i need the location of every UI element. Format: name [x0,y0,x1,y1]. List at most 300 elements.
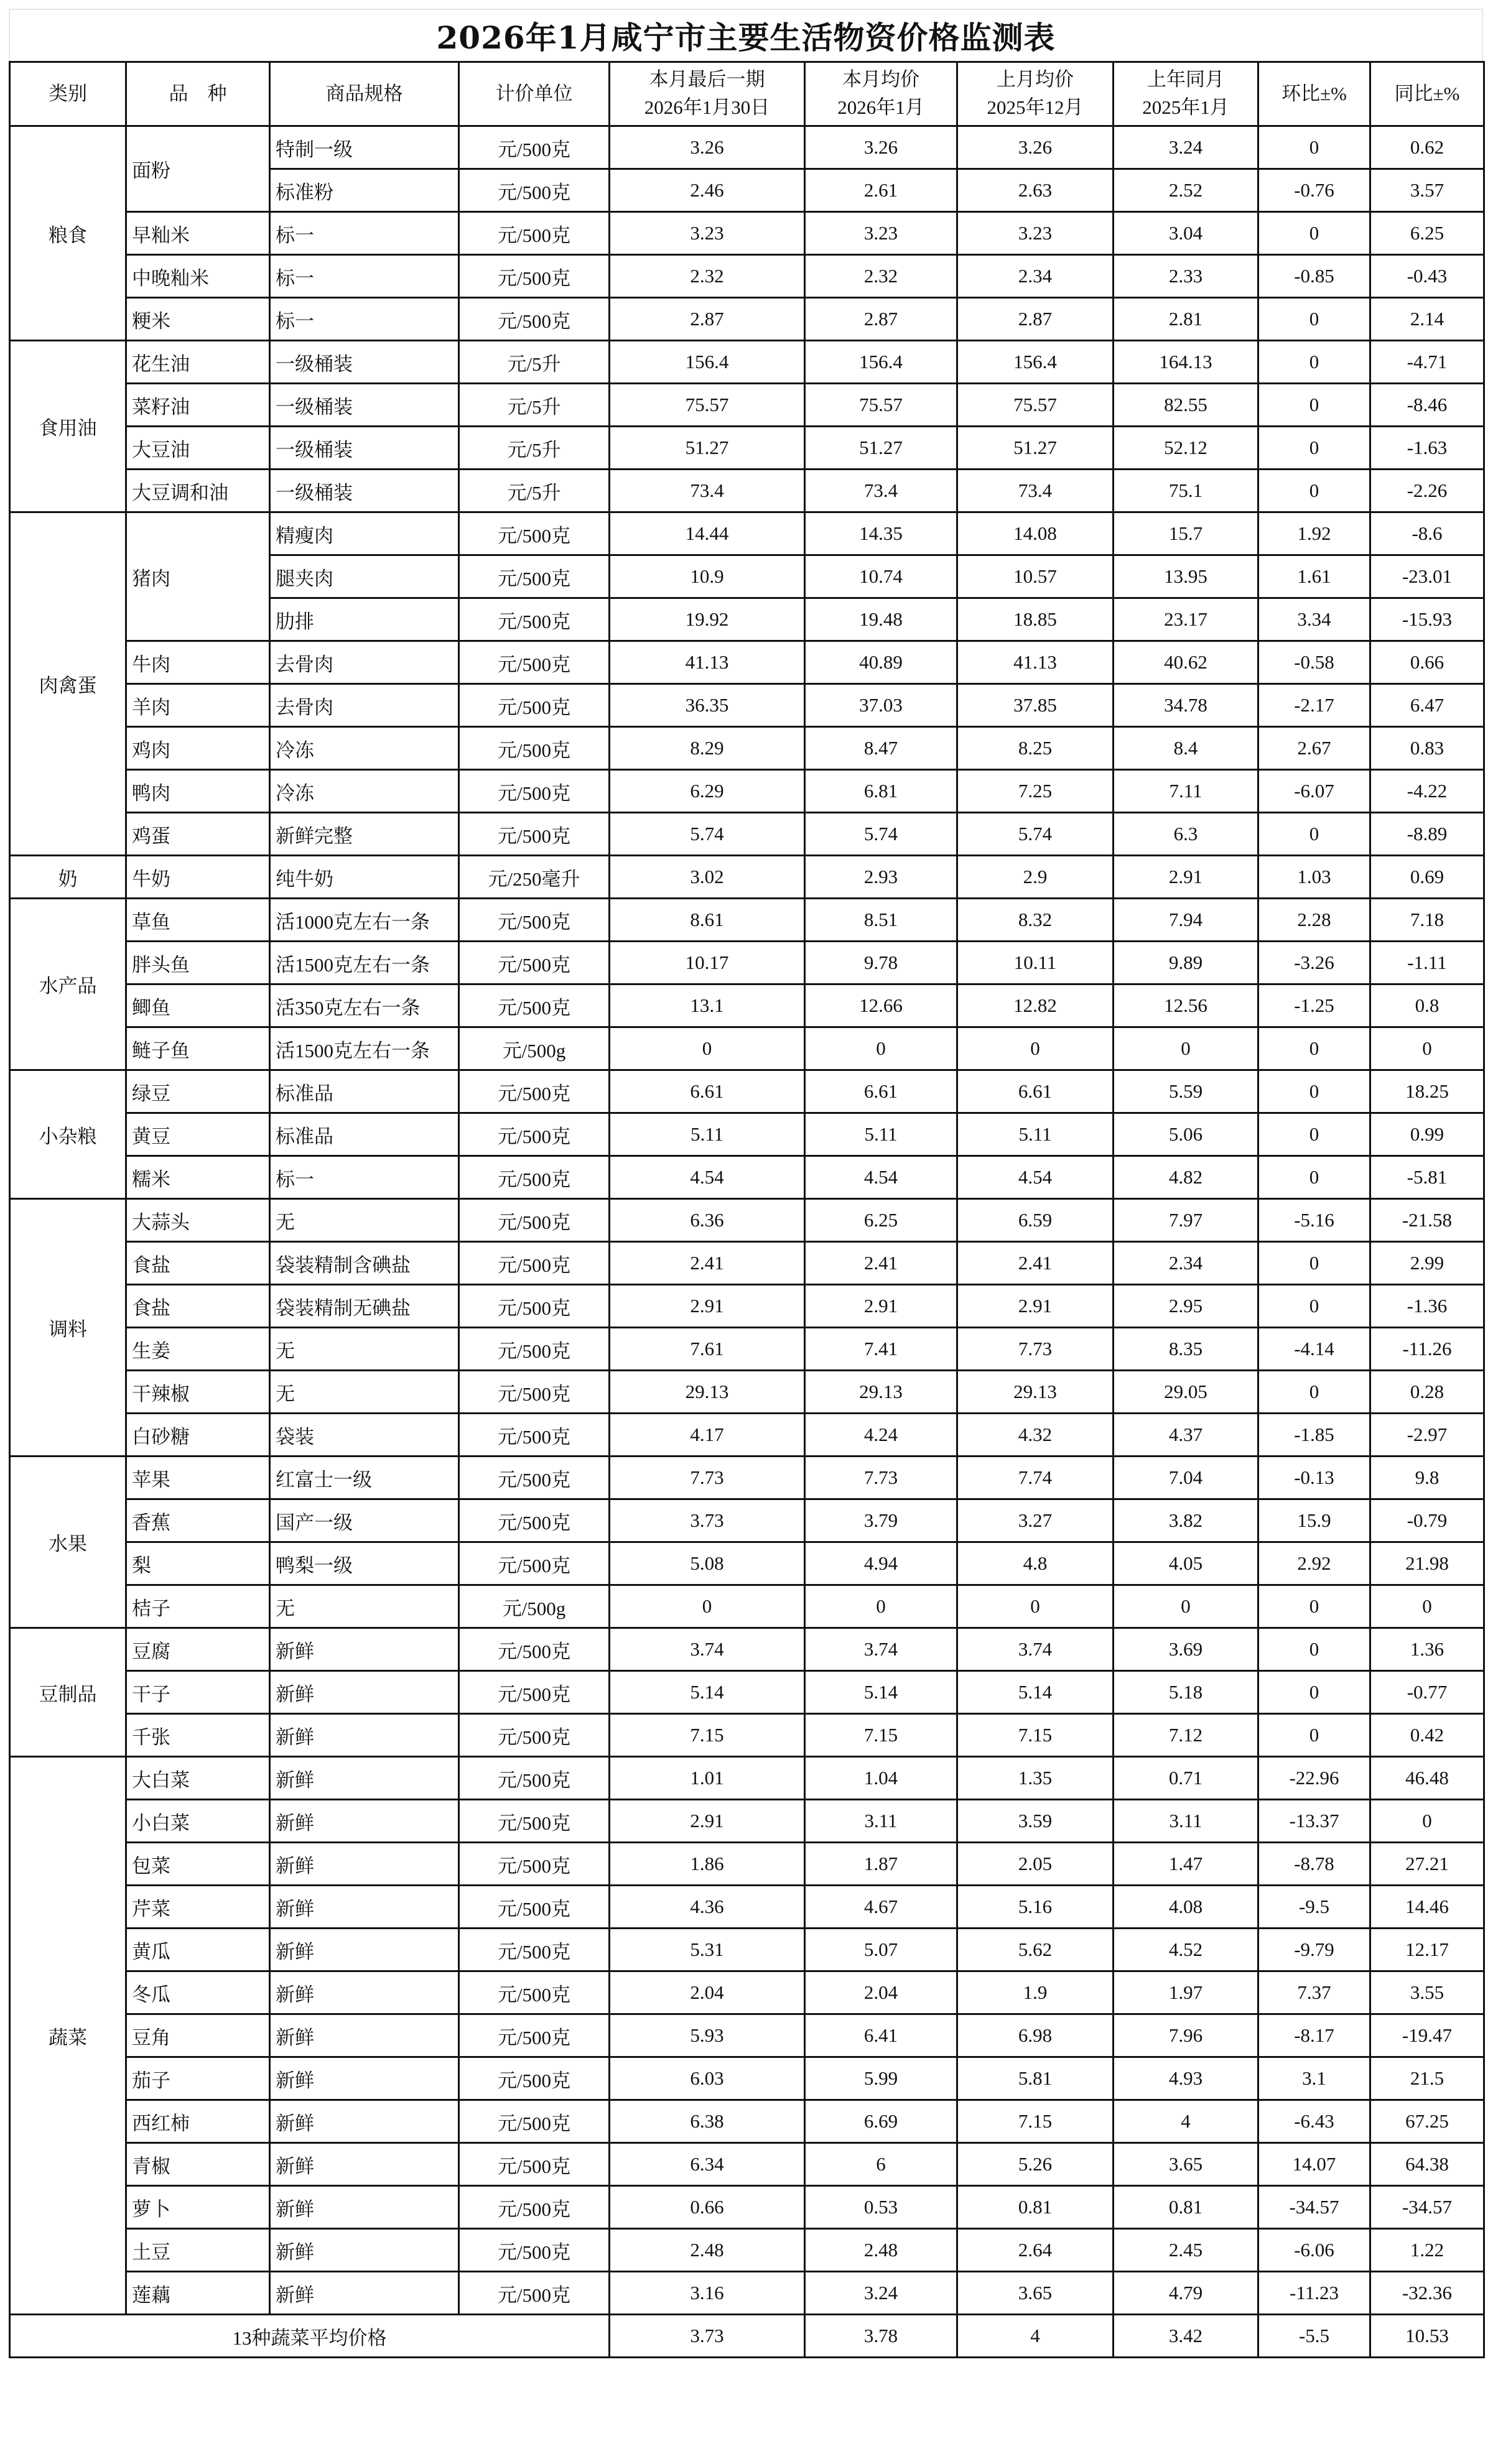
mom-change: -6.07 [1258,770,1370,813]
unit-cell: 元/500克 [459,2014,610,2057]
mom-change: 15.9 [1258,1499,1370,1542]
table-body [10,126,1484,2358]
category-cell: 蔬菜 [10,1757,126,2315]
month-avg-price: 7.15 [805,1714,957,1757]
unit-cell: 元/500克 [459,1886,610,1929]
variety-cell: 生姜 [126,1328,270,1371]
spec-cell: 标一 [270,298,459,341]
spec-cell: 一级桶装 [270,470,459,512]
month-avg-price: 37.03 [805,684,957,727]
last-year-price: 0 [1114,1027,1258,1070]
variety-cell: 包菜 [126,1843,270,1886]
table-row [10,899,1484,942]
summary-last-year-price: 3.42 [1114,2315,1258,2358]
unit-cell: 元/500克 [459,1542,610,1585]
unit-cell: 元/500克 [459,1971,610,2014]
month-avg-price: 6.81 [805,770,957,813]
header-yoy: 同比±% [1370,62,1484,126]
month-avg-price: 14.35 [805,512,957,555]
last-year-price: 6.3 [1114,813,1258,856]
category-cell: 奶 [10,856,126,899]
unit-cell: 元/500克 [459,1371,610,1414]
table-row [10,1199,1484,1242]
unit-cell: 元/500克 [459,1199,610,1242]
variety-cell: 桔子 [126,1585,270,1628]
unit-cell: 元/500克 [459,126,610,169]
unit-cell: 元/500克 [459,984,610,1027]
table-row [10,298,1484,341]
variety-cell: 鲫鱼 [126,984,270,1027]
mom-change: -4.14 [1258,1328,1370,1371]
header-unit: 计价单位 [459,62,610,126]
yoy-change: 0 [1370,1027,1484,1070]
variety-cell: 土豆 [126,2229,270,2272]
prev-month-avg-price: 2.41 [957,1242,1114,1285]
last-period-price: 19.92 [610,598,805,641]
last-period-price: 5.93 [610,2014,805,2057]
yoy-change: -8.46 [1370,384,1484,427]
variety-cell: 牛奶 [126,856,270,899]
prev-month-avg-price: 0.81 [957,2186,1114,2229]
last-period-price: 2.41 [610,1242,805,1285]
yoy-change: -0.77 [1370,1671,1484,1714]
last-year-price: 7.04 [1114,1457,1258,1499]
table-row [10,813,1484,856]
prev-month-avg-price: 3.27 [957,1499,1114,1542]
table-row [10,1628,1484,1671]
month-avg-price: 3.23 [805,212,957,255]
month-avg-price: 4.54 [805,1156,957,1199]
unit-cell: 元/500克 [459,169,610,212]
spec-cell: 新鲜 [270,2186,459,2229]
table-row [10,770,1484,813]
spec-cell: 标准粉 [270,169,459,212]
variety-cell: 萝卜 [126,2186,270,2229]
last-year-price: 1.97 [1114,1971,1258,2014]
last-year-price: 7.96 [1114,2014,1258,2057]
yoy-change: 1.36 [1370,1628,1484,1671]
variety-cell: 茄子 [126,2057,270,2100]
variety-cell: 鸡蛋 [126,813,270,856]
yoy-change: -1.11 [1370,942,1484,984]
last-year-price: 4 [1114,2100,1258,2143]
yoy-change: -11.26 [1370,1328,1484,1371]
mom-change: 0 [1258,1285,1370,1328]
spec-cell: 活1500克左右一条 [270,942,459,984]
last-period-price: 5.11 [610,1113,805,1156]
table-row [10,1414,1484,1457]
unit-cell: 元/500克 [459,2057,610,2100]
month-avg-price: 40.89 [805,641,957,684]
unit-cell: 元/500克 [459,1457,610,1499]
variety-cell: 鸡肉 [126,727,270,770]
last-year-price: 3.65 [1114,2143,1258,2186]
yoy-change: 0.66 [1370,641,1484,684]
month-avg-price: 8.51 [805,899,957,942]
month-avg-price: 10.74 [805,555,957,598]
last-year-price: 4.52 [1114,1929,1258,1971]
mom-change: 0 [1258,470,1370,512]
yoy-change: 12.17 [1370,1929,1484,1971]
mom-change: -22.96 [1258,1757,1370,1800]
mom-change: 0 [1258,1242,1370,1285]
prev-month-avg-price: 5.14 [957,1671,1114,1714]
last-period-price: 3.23 [610,212,805,255]
last-period-price: 4.54 [610,1156,805,1199]
unit-cell: 元/500克 [459,1113,610,1156]
spec-cell: 新鲜 [270,2143,459,2186]
spec-cell: 标准品 [270,1113,459,1156]
spec-cell: 新鲜 [270,2100,459,2143]
month-avg-price: 5.14 [805,1671,957,1714]
table-row [10,684,1484,727]
variety-cell: 早籼米 [126,212,270,255]
prev-month-avg-price: 2.05 [957,1843,1114,1886]
yoy-change: 21.5 [1370,2057,1484,2100]
yoy-change: 0 [1370,1585,1484,1628]
variety-cell: 冬瓜 [126,1971,270,2014]
variety-cell: 猪肉 [126,512,270,641]
variety-cell: 香蕉 [126,1499,270,1542]
unit-cell: 元/500克 [459,1800,610,1843]
last-period-price: 36.35 [610,684,805,727]
unit-cell: 元/500克 [459,255,610,298]
variety-cell: 白砂糖 [126,1414,270,1457]
prev-month-avg-price: 2.63 [957,169,1114,212]
category-cell: 豆制品 [10,1628,126,1757]
month-avg-price: 12.66 [805,984,957,1027]
prev-month-avg-price: 10.11 [957,942,1114,984]
spec-cell: 新鲜 [270,1929,459,1971]
mom-change: 0 [1258,1585,1370,1628]
last-year-price: 7.94 [1114,899,1258,942]
unit-cell: 元/500克 [459,1242,610,1285]
summary-row [10,2315,1484,2358]
last-year-price: 0.81 [1114,2186,1258,2229]
yoy-change: -2.97 [1370,1414,1484,1457]
last-year-price: 2.34 [1114,1242,1258,1285]
category-cell: 肉禽蛋 [10,512,126,856]
table-row [10,1328,1484,1371]
header-last-period: 本月最后一期 2026年1月30日 [610,62,805,126]
variety-cell: 小白菜 [126,1800,270,1843]
category-cell: 水产品 [10,899,126,1070]
mom-change: 0 [1258,813,1370,856]
table-row [10,2143,1484,2186]
yoy-change: 1.22 [1370,2229,1484,2272]
yoy-change: -8.89 [1370,813,1484,856]
month-avg-price: 2.61 [805,169,957,212]
yoy-change: 0.42 [1370,1714,1484,1757]
variety-cell: 糯米 [126,1156,270,1199]
mom-change: 7.37 [1258,1971,1370,2014]
last-period-price: 0.66 [610,2186,805,2229]
last-period-price: 41.13 [610,641,805,684]
mom-change: -0.85 [1258,255,1370,298]
mom-change: -8.78 [1258,1843,1370,1886]
yoy-change: -32.36 [1370,2272,1484,2315]
yoy-change: 3.55 [1370,1971,1484,2014]
unit-cell: 元/500克 [459,641,610,684]
mom-change: 1.61 [1258,555,1370,598]
yoy-change: -8.6 [1370,512,1484,555]
spec-cell: 新鲜 [270,1843,459,1886]
prev-month-avg-price: 75.57 [957,384,1114,427]
spec-cell: 活350克左右一条 [270,984,459,1027]
month-avg-price: 3.26 [805,126,957,169]
yoy-change: 0.62 [1370,126,1484,169]
unit-cell: 元/500克 [459,2143,610,2186]
yoy-change: 0.28 [1370,1371,1484,1414]
mom-change: -5.16 [1258,1199,1370,1242]
table-row [10,2186,1484,2229]
unit-cell: 元/500克 [459,298,610,341]
mom-change: -6.43 [1258,2100,1370,2143]
prev-month-avg-price: 7.25 [957,770,1114,813]
last-year-price: 3.24 [1114,126,1258,169]
last-year-price: 7.97 [1114,1199,1258,1242]
variety-cell: 中晚籼米 [126,255,270,298]
last-year-price: 2.52 [1114,169,1258,212]
spec-cell: 活1500克左右一条 [270,1027,459,1070]
last-period-price: 13.1 [610,984,805,1027]
variety-cell: 干子 [126,1671,270,1714]
spec-cell: 标一 [270,255,459,298]
variety-cell: 黄豆 [126,1113,270,1156]
unit-cell: 元/500克 [459,899,610,942]
unit-cell: 元/500克 [459,2272,610,2315]
variety-cell: 鸭肉 [126,770,270,813]
price-table [9,61,1485,2358]
prev-month-avg-price: 5.16 [957,1886,1114,1929]
price-monitoring-sheet [9,9,1483,2358]
variety-cell: 大蒜头 [126,1199,270,1242]
last-period-price: 5.74 [610,813,805,856]
table-row [10,1457,1484,1499]
last-year-price: 7.11 [1114,770,1258,813]
mom-change: 2.67 [1258,727,1370,770]
table-row [10,1027,1484,1070]
last-year-price: 2.91 [1114,856,1258,899]
spec-cell: 无 [270,1371,459,1414]
spec-cell: 新鲜 [270,1757,459,1800]
prev-month-avg-price: 8.32 [957,899,1114,942]
last-period-price: 10.17 [610,942,805,984]
mom-change: 0 [1258,1371,1370,1414]
table-row [10,1371,1484,1414]
yoy-change: 18.25 [1370,1070,1484,1113]
prev-month-avg-price: 156.4 [957,341,1114,384]
table-row [10,1929,1484,1971]
last-period-price: 3.73 [610,1499,805,1542]
table-row [10,1671,1484,1714]
table-row [10,1886,1484,1929]
month-avg-price: 2.93 [805,856,957,899]
unit-cell: 元/500克 [459,2229,610,2272]
mom-change: 0 [1258,341,1370,384]
last-period-price: 2.87 [610,298,805,341]
mom-change: 0 [1258,1113,1370,1156]
yoy-change: 6.25 [1370,212,1484,255]
last-period-price: 7.73 [610,1457,805,1499]
variety-cell: 苹果 [126,1457,270,1499]
yoy-change: 27.21 [1370,1843,1484,1886]
table-row [10,1499,1484,1542]
prev-month-avg-price: 5.62 [957,1929,1114,1971]
last-period-price: 6.36 [610,1199,805,1242]
spec-cell: 无 [270,1199,459,1242]
variety-cell: 鲢子鱼 [126,1027,270,1070]
mom-change: 3.1 [1258,2057,1370,2100]
month-avg-price: 9.78 [805,942,957,984]
table-row [10,1714,1484,1757]
last-period-price: 4.17 [610,1414,805,1457]
table-row [10,2272,1484,2315]
mom-change: 0 [1258,1027,1370,1070]
unit-cell: 元/500克 [459,727,610,770]
spec-cell: 活1000克左右一条 [270,899,459,942]
summary-label: 13种蔬菜平均价格 [10,2315,610,2358]
last-year-price: 4.08 [1114,1886,1258,1929]
prev-month-avg-price: 37.85 [957,684,1114,727]
variety-cell: 干辣椒 [126,1371,270,1414]
variety-cell: 芹菜 [126,1886,270,1929]
spec-cell: 无 [270,1585,459,1628]
last-period-price: 6.34 [610,2143,805,2186]
month-avg-price: 1.87 [805,1843,957,1886]
last-year-price: 0.71 [1114,1757,1258,1800]
unit-cell: 元/500克 [459,1070,610,1113]
last-period-price: 6.03 [610,2057,805,2100]
spec-cell: 标一 [270,1156,459,1199]
last-period-price: 3.26 [610,126,805,169]
prev-month-avg-price: 1.35 [957,1757,1114,1800]
last-period-price: 5.08 [610,1542,805,1585]
prev-month-avg-price: 3.26 [957,126,1114,169]
summary-month-avg-price: 3.78 [805,2315,957,2358]
yoy-change: 14.46 [1370,1886,1484,1929]
unit-cell: 元/500g [459,1027,610,1070]
last-year-price: 4.93 [1114,2057,1258,2100]
unit-cell: 元/500克 [459,1714,610,1757]
table-row [10,2014,1484,2057]
table-row [10,470,1484,512]
spec-cell: 新鲜 [270,1800,459,1843]
header-month-avg: 本月均价 2026年1月 [805,62,957,126]
last-year-price: 4.82 [1114,1156,1258,1199]
table-row [10,2100,1484,2143]
variety-cell: 黄瓜 [126,1929,270,1971]
unit-cell: 元/500克 [459,512,610,555]
prev-month-avg-price: 5.81 [957,2057,1114,2100]
last-year-price: 2.45 [1114,2229,1258,2272]
month-avg-price: 1.04 [805,1757,957,1800]
prev-month-avg-price: 5.74 [957,813,1114,856]
spec-cell: 精瘦肉 [270,512,459,555]
prev-month-avg-price: 51.27 [957,427,1114,470]
variety-cell: 大豆油 [126,427,270,470]
last-period-price: 2.91 [610,1800,805,1843]
month-avg-price: 29.13 [805,1371,957,1414]
yoy-change: 21.98 [1370,1542,1484,1585]
table-row [10,1542,1484,1585]
month-avg-price: 2.04 [805,1971,957,2014]
prev-month-avg-price: 2.9 [957,856,1114,899]
prev-month-avg-price: 7.15 [957,2100,1114,2143]
prev-month-avg-price: 4.54 [957,1156,1114,1199]
spec-cell: 纯牛奶 [270,856,459,899]
yoy-change: -2.26 [1370,470,1484,512]
spec-cell: 冷冻 [270,727,459,770]
category-cell: 食用油 [10,341,126,512]
yoy-change: -5.81 [1370,1156,1484,1199]
yoy-change: 2.14 [1370,298,1484,341]
category-cell: 小杂粮 [10,1070,126,1199]
unit-cell: 元/500克 [459,1628,610,1671]
prev-month-avg-price: 0 [957,1585,1114,1628]
table-row [10,427,1484,470]
variety-cell: 豆角 [126,2014,270,2057]
yoy-change: 64.38 [1370,2143,1484,2186]
table-row [10,942,1484,984]
prev-month-avg-price: 2.34 [957,255,1114,298]
month-avg-price: 0 [805,1585,957,1628]
mom-change: 1.92 [1258,512,1370,555]
yoy-change: 2.99 [1370,1242,1484,1285]
month-avg-price: 4.94 [805,1542,957,1585]
spec-cell: 新鲜 [270,1628,459,1671]
table-row [10,1285,1484,1328]
prev-month-avg-price: 7.74 [957,1457,1114,1499]
last-period-price: 7.61 [610,1328,805,1371]
mom-change: 3.34 [1258,598,1370,641]
mom-change: 2.92 [1258,1542,1370,1585]
table-row [10,384,1484,427]
table-row [10,512,1484,555]
table-row [10,1971,1484,2014]
mom-change: 0 [1258,212,1370,255]
table-row [10,2057,1484,2100]
spec-cell: 去骨肉 [270,684,459,727]
mom-change: -8.17 [1258,2014,1370,2057]
spec-cell: 鸭梨一级 [270,1542,459,1585]
variety-cell: 菜籽油 [126,384,270,427]
last-period-price: 14.44 [610,512,805,555]
last-period-price: 156.4 [610,341,805,384]
last-year-price: 7.12 [1114,1714,1258,1757]
mom-change: 1.03 [1258,856,1370,899]
summary-prev-month-avg-price: 4 [957,2315,1114,2358]
spec-cell: 特制一级 [270,126,459,169]
last-period-price: 4.36 [610,1886,805,1929]
unit-cell: 元/500克 [459,1156,610,1199]
last-year-price: 34.78 [1114,684,1258,727]
yoy-change: 0.99 [1370,1113,1484,1156]
last-year-price: 2.81 [1114,298,1258,341]
table-row [10,1070,1484,1113]
month-avg-price: 4.24 [805,1414,957,1457]
month-avg-price: 7.41 [805,1328,957,1371]
variety-cell: 花生油 [126,341,270,384]
last-period-price: 3.02 [610,856,805,899]
variety-cell: 绿豆 [126,1070,270,1113]
spec-cell: 一级桶装 [270,341,459,384]
yoy-change: 0 [1370,1800,1484,1843]
prev-month-avg-price: 5.11 [957,1113,1114,1156]
spec-cell: 新鲜 [270,2272,459,2315]
mom-change: -3.26 [1258,942,1370,984]
variety-cell: 食盐 [126,1242,270,1285]
